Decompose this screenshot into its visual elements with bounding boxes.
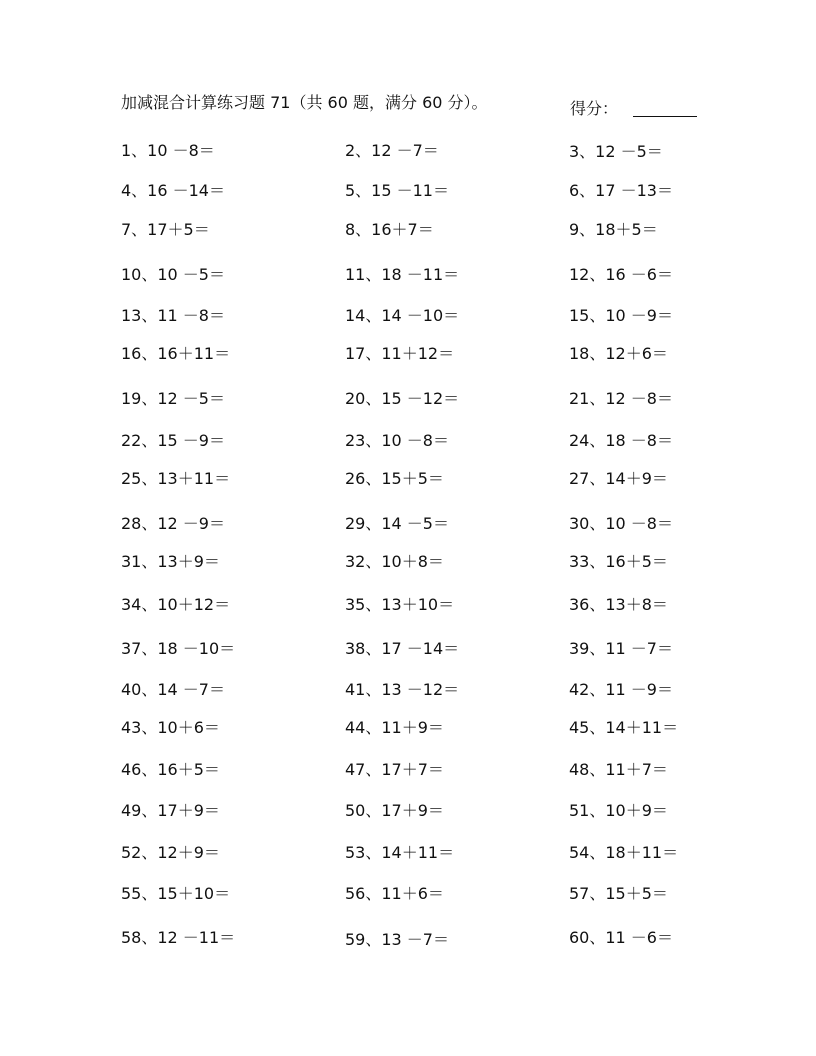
- problem-item: 23、10 －8＝: [345, 431, 449, 450]
- problem-item: 11、18 －11＝: [345, 265, 460, 284]
- problem-item: 4、16 －14＝: [121, 181, 225, 200]
- problem-item: 13、11 －8＝: [121, 306, 225, 325]
- problem-item: 26、15＋5＝: [345, 469, 444, 488]
- problem-item: 14、14 －10＝: [345, 306, 460, 325]
- problem-item: 53、14＋11＝: [345, 843, 455, 862]
- worksheet-title: 加减混合计算练习题 71（共 60 题，满分 60 分）。: [121, 93, 488, 112]
- problem-item: 27、14＋9＝: [569, 469, 668, 488]
- problem-item: 59、13 －7＝: [345, 930, 449, 949]
- problem-item: 35、13＋10＝: [345, 595, 455, 614]
- problem-item: 54、18＋11＝: [569, 843, 679, 862]
- problem-item: 58、12 －11＝: [121, 928, 236, 947]
- problem-item: 34、10＋12＝: [121, 595, 231, 614]
- problem-item: 43、10＋6＝: [121, 718, 220, 737]
- problem-item: 6、17 －13＝: [569, 181, 673, 200]
- problem-item: 24、18 －8＝: [569, 431, 673, 450]
- problem-item: 42、11 －9＝: [569, 680, 673, 699]
- problem-item: 47、17＋7＝: [345, 760, 444, 779]
- problem-item: 12、16 －6＝: [569, 265, 673, 284]
- problem-item: 46、16＋5＝: [121, 760, 220, 779]
- problem-item: 3、12 －5＝: [569, 142, 663, 161]
- problem-item: 44、11＋9＝: [345, 718, 444, 737]
- problem-item: 39、11 －7＝: [569, 639, 673, 658]
- problem-item: 18、12＋6＝: [569, 344, 668, 363]
- problem-item: 5、15 －11＝: [345, 181, 449, 200]
- problem-item: 57、15＋5＝: [569, 884, 668, 903]
- problem-item: 7、17＋5＝: [121, 220, 210, 239]
- problem-item: 22、15 －9＝: [121, 431, 225, 450]
- problem-item: 40、14 －7＝: [121, 680, 225, 699]
- problem-item: 51、10＋9＝: [569, 801, 668, 820]
- problem-item: 50、17＋9＝: [345, 801, 444, 820]
- problem-item: 55、15＋10＝: [121, 884, 231, 903]
- problem-item: 49、17＋9＝: [121, 801, 220, 820]
- problem-item: 38、17 －14＝: [345, 639, 460, 658]
- problem-item: 60、11 －6＝: [569, 928, 673, 947]
- problem-item: 2、12 －7＝: [345, 141, 439, 160]
- score-label: 得分：: [570, 99, 619, 118]
- problem-item: 25、13＋11＝: [121, 469, 231, 488]
- problem-item: 52、12＋9＝: [121, 843, 220, 862]
- problem-item: 15、10 －9＝: [569, 306, 673, 325]
- problem-item: 17、11＋12＝: [345, 344, 455, 363]
- problem-item: 16、16＋11＝: [121, 344, 231, 363]
- problem-item: 37、18 －10＝: [121, 639, 236, 658]
- problem-item: 28、12 －9＝: [121, 514, 225, 533]
- problem-item: 48、11＋7＝: [569, 760, 668, 779]
- problem-item: 56、11＋6＝: [345, 884, 444, 903]
- problem-item: 30、10 －8＝: [569, 514, 673, 533]
- problem-item: 21、12 －8＝: [569, 389, 673, 408]
- problem-item: 32、10＋8＝: [345, 552, 444, 571]
- problem-item: 8、16＋7＝: [345, 220, 434, 239]
- problem-item: 9、18＋5＝: [569, 220, 658, 239]
- problem-item: 20、15 －12＝: [345, 389, 460, 408]
- problem-item: 10、10 －5＝: [121, 265, 225, 284]
- problem-item: 41、13 －12＝: [345, 680, 460, 699]
- problem-item: 19、12 －5＝: [121, 389, 225, 408]
- problem-item: 36、13＋8＝: [569, 595, 668, 614]
- problem-item: 31、13＋9＝: [121, 552, 220, 571]
- problem-item: 29、14 －5＝: [345, 514, 449, 533]
- problem-item: 1、10 －8＝: [121, 141, 215, 160]
- problem-item: 45、14＋11＝: [569, 718, 679, 737]
- problem-item: 33、16＋5＝: [569, 552, 668, 571]
